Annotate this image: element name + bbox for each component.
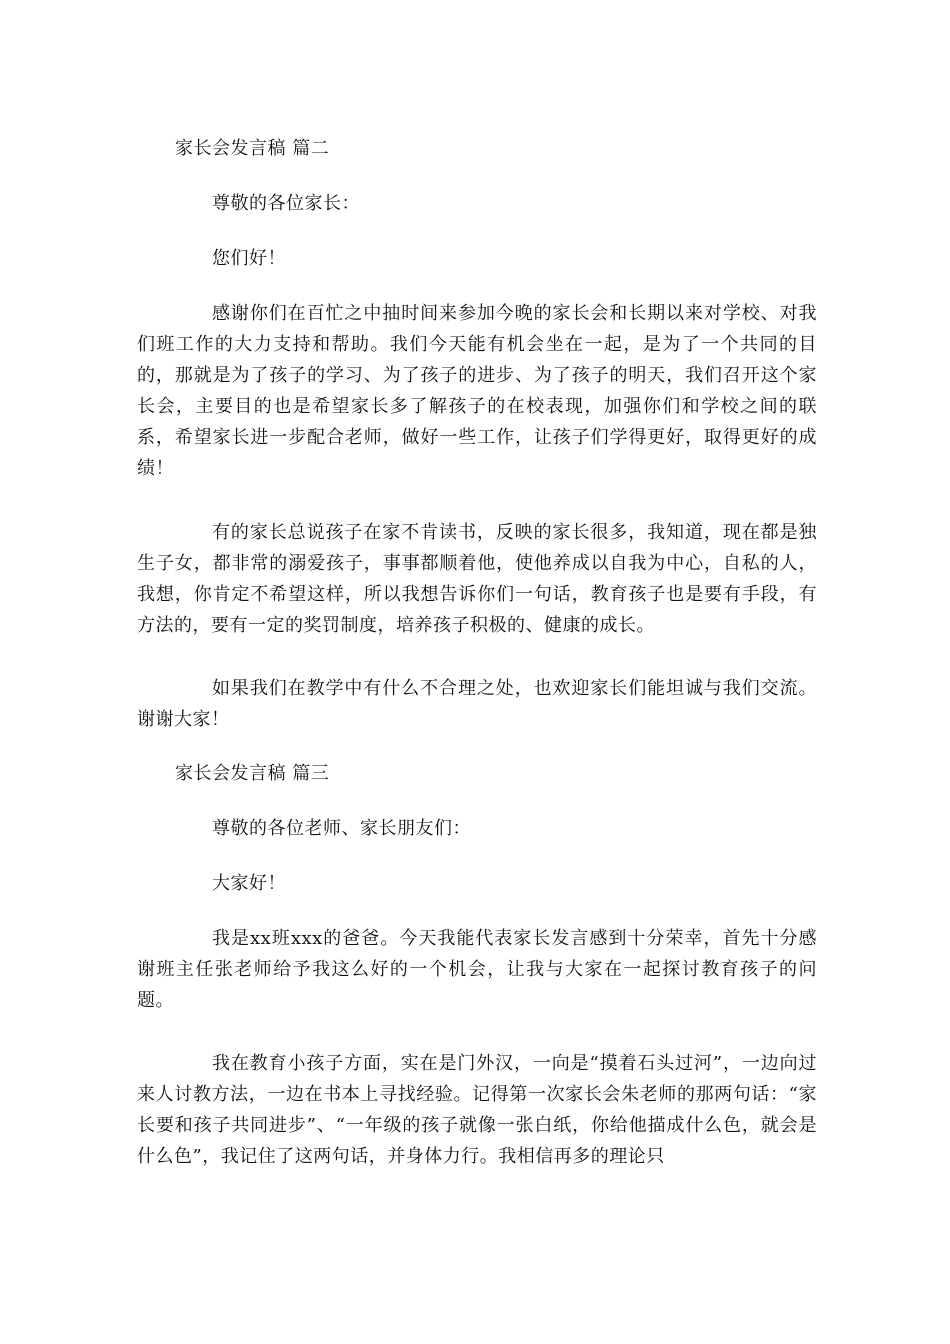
body-paragraph: 如果我们在教学中有什么不合理之处，也欢迎家长们能坦诚与我们交流。谢谢大家！ [137, 678, 817, 730]
body-paragraph: 我在教育小孩子方面，实在是门外汉，一向是“摸着石头过河”，一边向过来人讨教方法，一边在书本上寻找经验。记得第一次家长会朱老师的那两句话：“家长要和孩子共同进步”、“一年级的孩子就像一张白纸，你给他描成什么色，就会是什么色”，我记住了这两句话，并身体力行。我相信再多的理论只 [137, 1053, 817, 1167]
section-title: 家长会发言稿 篇三 [175, 763, 330, 784]
greeting: 大家好！ [212, 873, 286, 894]
section-title: 家长会发言稿 篇二 [175, 138, 330, 159]
body-paragraph: 我是xx班xxx的爸爸。今天我能代表家长发言感到十分荣幸，首先十分感谢班主任张老师给予我这么好的一个机会，让我与大家在一起探讨教育孩子的问题。 [137, 928, 817, 1011]
salutation: 尊敬的各位家长： [212, 193, 360, 214]
greeting: 您们好！ [212, 248, 286, 269]
body-paragraph: 有的家长总说孩子在家不肯读书，反映的家长很多，我知道，现在都是独生子女，都非常的溺爱孩子，事事都顺着他，使他养成以自我为中心，自私的人，我想，你肯定不希望这样，所以我想告诉你们一句话，教育孩子也是要有手段，有方法的，要有一定的奖罚制度，培养孩子积极的、健康的成长。 [137, 522, 817, 636]
salutation: 尊敬的各位老师、家长朋友们： [212, 818, 471, 839]
body-paragraph: 感谢你们在百忙之中抽时间来参加今晚的家长会和长期以来对学校、对我们班工作的大力支持和帮助。我们今天能有机会坐在一起，是为了一个共同的目的，那就是为了孩子的学习、为了孩子的进步、为了孩子的明天，我们召开这个家长会，主要目的也是希望家长多了解孩子的在校表现，加强你们和学校之间的联系，希望家长进一步配合老师，做好一些工作，让孩子们学得更好，取得更好的成绩！ [137, 303, 817, 479]
